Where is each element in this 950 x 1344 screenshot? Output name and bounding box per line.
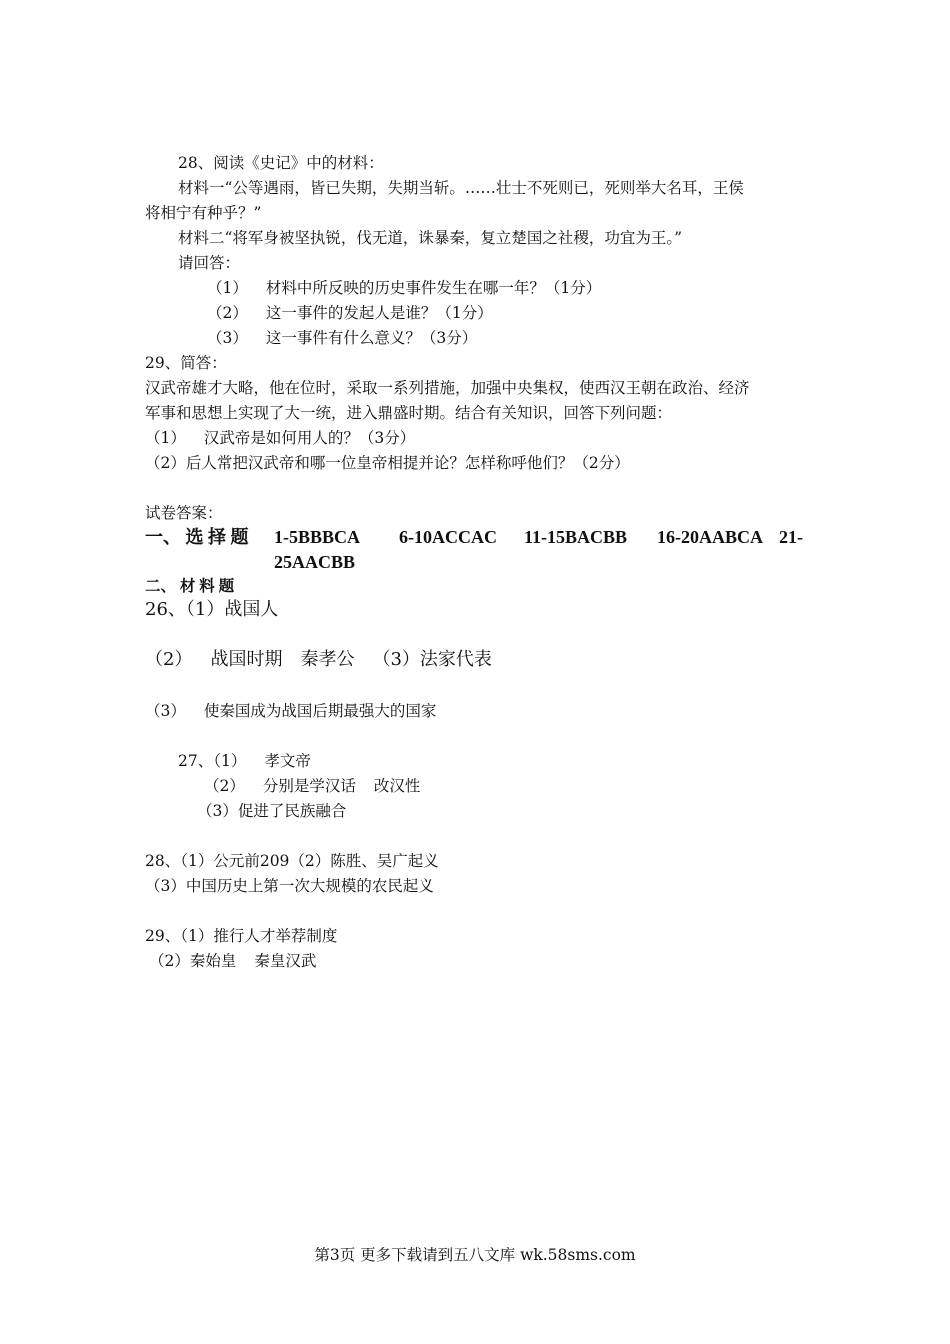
answer-26-2-text-a: 战国时期 <box>210 649 283 670</box>
answer-27-1-text: 孝文帝 <box>264 752 311 770</box>
q29-para-line2: 军事和思想上实现了大一统，进入鼎盛时期。结合有关知识，回答下列问题： <box>145 404 673 422</box>
answer-29-2 <box>149 950 316 972</box>
answer-26-2-text-b: 秦孝公 <box>300 649 355 670</box>
page-footer: 第3页 更多下载请到五八文库 wk.58sms.com <box>314 1246 636 1264</box>
answer-29-2-text-a: （2）秦始皇 <box>149 952 237 970</box>
answer-26-2 <box>145 647 492 673</box>
q29-item-1-text: 汉武帝是如何用人的？（3分） <box>203 429 416 447</box>
answer-26-3-num: （3） <box>145 702 186 720</box>
answer-29-1: 29、（1）推行人才举荐制度 <box>145 927 338 945</box>
answers-section1-c: 11-15BACBB <box>524 527 628 547</box>
q28-item-3-text: 这一事件有什么意义？（3分） <box>265 329 478 347</box>
q28-title: 28、阅读《史记》中的材料： <box>178 154 384 172</box>
q28-item-2-text: 这一事件的发起人是谁？（1分） <box>265 304 493 322</box>
answer-27-3: （3）促进了民族融合 <box>197 802 347 820</box>
answers-section1-e: 21- <box>779 527 803 547</box>
answer-27-2 <box>204 775 420 797</box>
answers-title: 试卷答案： <box>145 504 223 522</box>
q28-item-1-text: 材料中所反映的历史事件发生在哪一年？（1分） <box>265 279 602 297</box>
q29-item-1 <box>145 427 415 449</box>
answers-section1-f: 25AACBB <box>274 552 356 572</box>
answer-26-2-num: （2） <box>145 649 193 670</box>
q29-item-2: （2）后人常把汉武帝和哪一位皇帝相提并论？怎样称呼他们？（2分） <box>145 454 630 472</box>
q28-item-2 <box>207 302 493 324</box>
answer-28-2: （3）中国历史上第一次大规模的农民起义 <box>145 877 434 895</box>
q29-title: 29、简答： <box>145 354 227 372</box>
q29-item-1-num: （1） <box>145 429 186 447</box>
answer-27-1 <box>178 750 311 772</box>
answers-section1-label: 一、 选 择 题 <box>145 527 249 547</box>
q29-para-line1: 汉武帝雄才大略，他在位时，采取一系列措施，加强中央集权，使西汉王朝在政治、经济 <box>145 379 750 397</box>
answer-27-2-text-a: 分别是学汉话 <box>262 777 356 795</box>
q28-material1-line2: 将相宁有种乎？” <box>145 204 262 222</box>
answer-26-1: 26、（1）战国人 <box>145 599 279 620</box>
answer-26-3 <box>145 700 436 722</box>
answers-section2-label: 二、 材 料 题 <box>145 578 235 595</box>
q28-item-3-num: （3） <box>207 329 248 347</box>
answers-section1-b: 6-10ACCAC <box>399 527 497 547</box>
q28-prompt: 请回答： <box>178 254 241 272</box>
answer-29-2-text-b: 秦皇汉武 <box>254 952 317 970</box>
answer-27-2-text-b: 改汉性 <box>373 777 421 795</box>
answer-26-2-text-c: （3）法家代表 <box>372 649 492 670</box>
answer-28-1: 28、（1）公元前209（2）陈胜、吴广起义 <box>145 852 439 870</box>
q28-item-3 <box>207 327 477 349</box>
q28-material2: 材料二“将军身被坚执锐，伐无道，诛暴秦，复立楚国之社稷，功宜为王。” <box>178 229 683 247</box>
q28-item-2-num: （2） <box>207 304 248 322</box>
q28-material1-line1: 材料一“公等遇雨，皆已失期，失期当斩。……壮士不死则已，死则举大名耳，王侯 <box>178 179 744 197</box>
q28-item-1 <box>207 277 601 299</box>
answer-27-1-num: 27、（1） <box>178 752 247 770</box>
answers-section1-d: 16-20AABCA <box>657 527 763 547</box>
answers-section1-a: 1-5BBBCA <box>274 527 361 547</box>
q28-item-1-num: （1） <box>207 279 248 297</box>
answer-27-2-num: （2） <box>204 777 245 795</box>
answer-26-3-text: 使秦国成为战国后期最强大的国家 <box>203 702 437 720</box>
